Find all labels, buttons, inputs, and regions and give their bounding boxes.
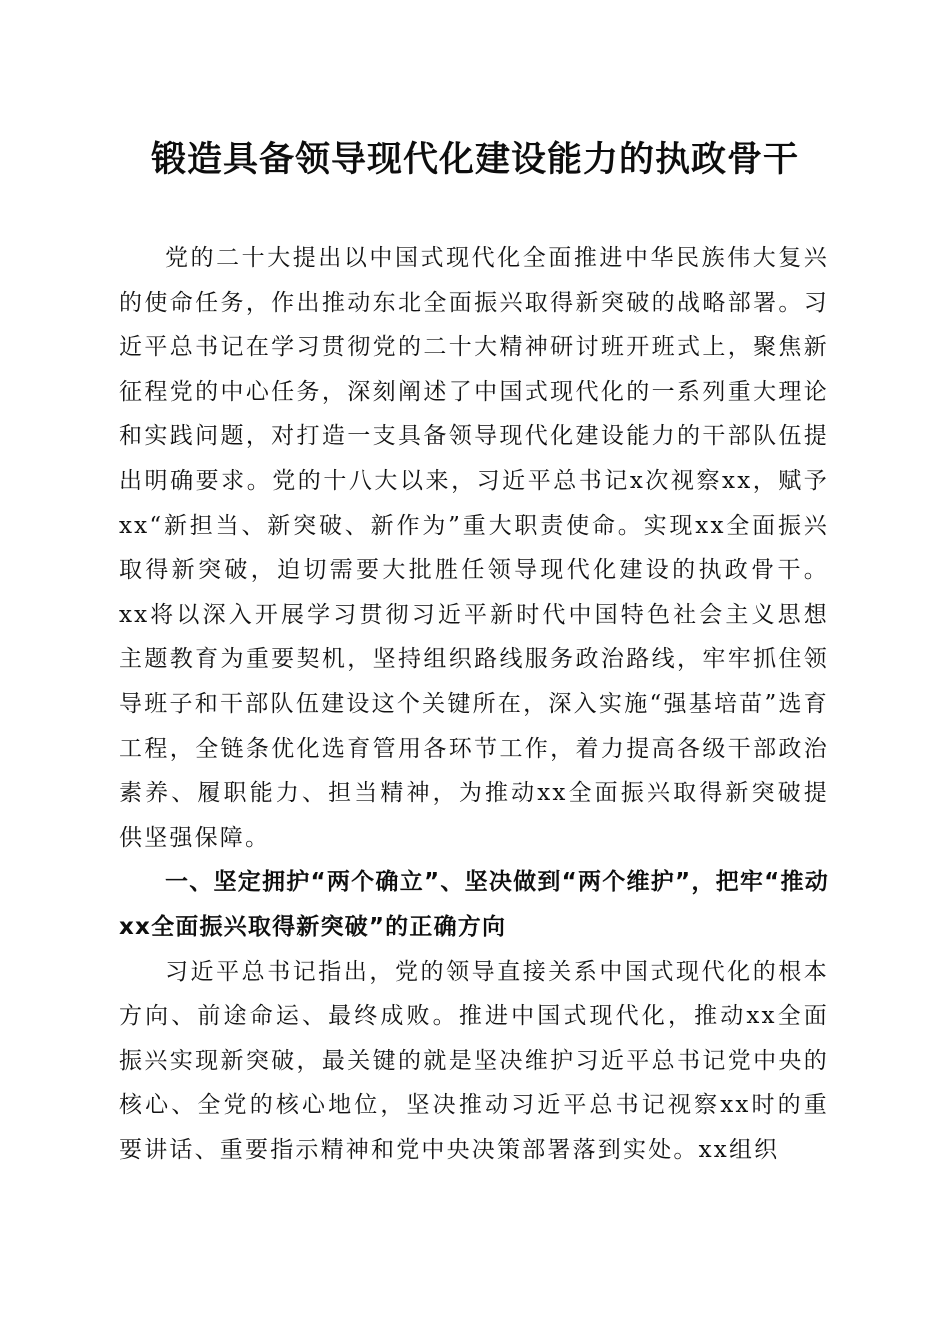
- section-heading: 一、坚定拥护“两个确立”、坚决做到“两个维护”，把牢“推动xx全面振兴取得新突破”的正确方向: [119, 869, 829, 940]
- section-paragraph: 习近平总书记指出，党的领导直接关系中国式现代化的根本方向、前途命运、最终成败。推进中国式现代化，推动xx全面振兴实现新突破，最关键的就是坚决维护习近平总书记党中央的核心、全党的核心地位，坚决推动习近平总书记视察xx时的重要讲话、重要指示精神和党中央决策部署落到实处。xx组织: [119, 958, 829, 1163]
- document-body: [119, 236, 829, 1172]
- intro-paragraph: 党的二十大提出以中国式现代化全面推进中华民族伟大复兴的使命任务，作出推动东北全面振兴取得新突破的战略部署。习近平总书记在学习贯彻党的二十大精神研讨班开班式上，聚焦新征程党的中心任务，深刻阐述了中国式现代化的一系列重大理论和实践问题，对打造一支具备领导现代化建设能力的干部队伍提出明确要求。党的十八大以来，习近平总书记x次视察xx，赋予xx“新担当、新突破、新作为”重大职责使命。实现xx全面振兴取得新突破，迫切需要大批胜任领导现代化建设的执政骨干。xx将以深入开展学习贯彻习近平新时代中国特色社会主义思想主题教育为重要契机，坚持组织路线服务政治路线，牢牢抓住领导班子和干部队伍建设这个关键所在，深入实施“强基培苗”选育工程，全链条优化选育管用各环节工作，着力提高各级干部政治素养、履职能力、担当精神，为推动xx全面振兴取得新突破提供坚强保障。: [119, 245, 829, 851]
- document-title: 锻造具备领导现代化建设能力的执政骨干: [150, 139, 799, 180]
